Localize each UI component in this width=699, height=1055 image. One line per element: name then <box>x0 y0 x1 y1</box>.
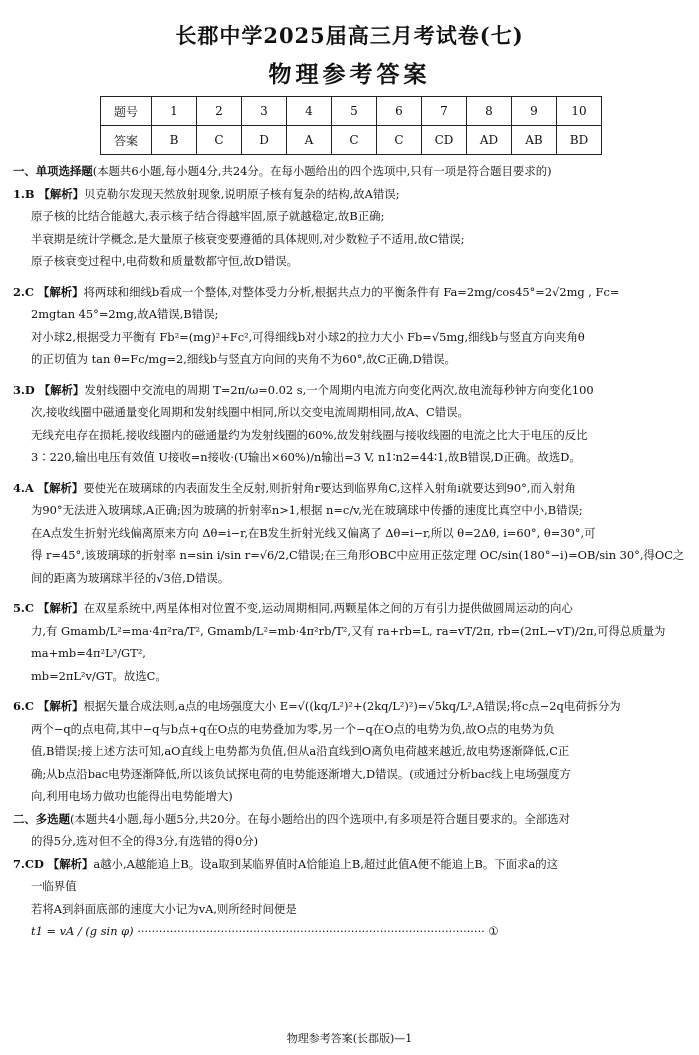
q5-line: 5.C 【解析】在双星系统中,两星体相对位置不变,运动周期相同,两颗星体之间的万有引力提供做圆周运动的向心 <box>13 601 573 615</box>
table-cell: 5 <box>332 97 377 126</box>
q2-line: 2.C 【解析】将两球和细线b看成一个整体,对整体受力分析,根据共点力的平衡条件有 Fa=2mg/cos45°=2√2mg , Fc= <box>13 284 620 299</box>
table-cell: 6 <box>377 97 422 126</box>
section-heading-cont: 的得5分,选对但不全的得3分,有选错的得0分) <box>31 834 259 848</box>
answer-table <box>100 96 602 155</box>
table-cell: C <box>332 126 377 155</box>
q3-line: 3.D 【解析】发射线圈中交流电的周期 T=2π/ω=0.02 s,一个周期内电流方向变化两次,故电流每秒钟方向变化100 <box>13 382 594 397</box>
q7-formula: t1 = vA / (g sin φ) ································································································ ① <box>31 924 499 938</box>
q5-line: mb=2πL²v/GT。故选C。 <box>31 668 167 683</box>
q6-line: 确;从b点沿bac电势逐渐降低,所以该负试探电荷的电势能逐渐增大,D错误。(或通过分析bac线上电场强度方 <box>31 766 571 781</box>
q3-line: 无线充电存在损耗,接收线圈内的磁通量约为发射线圈的60%,故发射线圈与接收线圈的电流之比大于电压的反比 <box>31 427 588 442</box>
table-cell: A <box>287 126 332 155</box>
table-cell: AD <box>467 126 512 155</box>
table-cell: 7 <box>422 97 467 126</box>
answer-table-answer-row <box>101 126 602 155</box>
q4-line: 为90°无法进入玻璃球,A正确;因为玻璃的折射率n>1,根据 n=c/v,光在玻璃球中传播的速度比真空中小,B错误; <box>31 503 583 517</box>
answer-table-number-row <box>101 97 602 126</box>
q6-line: 6.C 【解析】根据矢量合成法则,a点的电场强度大小 E=√((kq/L²)²+(2kq/L²)²)=√5kq/L²,A错误;将c点−2q电荷拆分为 <box>13 699 621 713</box>
q2-line: 对小球2,根据受力平衡有 Fb²=(mg)²+Fc²,可得细线b对小球2的拉力大小 Fb=√5mg,细线b与竖直方向夹角θ <box>31 329 585 344</box>
section-heading: 一、单项选择题(本题共6小题,每小题4分,共24分。在每小题给出的四个选项中,只有一项是符合题目要求的) <box>13 164 552 178</box>
table-cell: 10 <box>557 97 602 126</box>
row-label-number: 题号 <box>101 97 152 126</box>
table-cell: B <box>152 126 197 155</box>
q7-line: 7.CD 【解析】a越小,A越能追上B。设a取到某临界值时A恰能追上B,超过此值A便不能追上B。下面求a的这 <box>13 856 559 871</box>
q7-line: 一临界值 <box>31 879 77 893</box>
q1-line: 原子核的比结合能越大,表示核子结合得越牢固,原子就越稳定,故B正确; <box>31 209 385 223</box>
solutions-body <box>13 160 687 943</box>
section-heading: 二、多选题(本题共4小题,每小题5分,共20分。在每小题给出的四个选项中,有多项是符合题目要求的。全部选对 <box>13 811 570 826</box>
table-cell: BD <box>557 126 602 155</box>
table-cell: AB <box>512 126 557 155</box>
q4-line: 4.A 【解析】要使光在玻璃球的内表面发生全反射,则折射角r要达到临界角C,这样入射角i就要达到90°,而入射角 <box>13 480 576 495</box>
q6-line: 向,利用电场力做功也能得出电势能增大) <box>31 789 233 803</box>
table-cell: D <box>242 126 287 155</box>
table-cell: 4 <box>287 97 332 126</box>
row-label-answer: 答案 <box>101 126 152 155</box>
table-cell: 2 <box>197 97 242 126</box>
table-cell: C <box>377 126 422 155</box>
q7-line: 若将A到斜面底部的速度大小记为vA,则所经时间便是 <box>31 901 297 916</box>
table-cell: 8 <box>467 97 512 126</box>
q6-line: 值,B错误;接上述方法可知,aO直线上电势都为负值,但从a沿直线到O离负电荷越来越近,故电势逐渐降低,C正 <box>31 744 570 758</box>
q5-line: 力,有 Gmamb/L²=ma·4π²ra/T², Gmamb/L²=mb·4π²rb/T²,又有 ra+rb=L, ra=vT/2π, rb=(2πL−vT)/2π,可得总质量为 ma+mb=4π²L³/GT², <box>31 623 666 660</box>
q4-line: 得 r=45°,该玻璃球的折射率 n=sin i/sin r=√6/2,C错误;在三角形OBC中应用正弦定理 OC/sin(180°−i)=OB/sin 30°,得OC之 <box>31 548 685 562</box>
q3-line: 次,接收线圈中磁通量变化周期和发射线圈中相同,所以交变电流周期相同,故A、C错误。 <box>31 405 469 419</box>
table-cell: C <box>197 126 242 155</box>
q2-line: 的正切值为 tan θ=Fc/mg=2,细线b与竖直方向间的夹角不为60°,故C正确,D错误。 <box>31 352 456 366</box>
page-title: 长郡中学2025届高三月考试卷(七) <box>175 23 524 48</box>
q1-line: 1.B 【解析】贝克勒尔发现天然放射现象,说明原子核有复杂的结构,故A错误; <box>13 186 400 201</box>
page-subtitle: 物理参考答案 <box>268 62 431 88</box>
q3-line: 3∶220,输出电压有效值 U接收=n接收·(U输出×60%)/n输出=3 V, n1∶n2=44∶1,故B错误,D正确。故选D。 <box>31 450 581 464</box>
table-cell: 9 <box>512 97 557 126</box>
q1-line: 原子核衰变过程中,电荷数和质量数都守恒,故D错误。 <box>31 254 298 268</box>
q2-line: 2mgtan 45°=2mg,故A错误,B错误; <box>31 307 219 321</box>
page-footer: 物理参考答案(长郡版)—1 <box>286 1032 413 1045</box>
q4-line: 在A点发生折射光线偏离原来方向 Δθ=i−r,在B发生折射光线又偏离了 Δθ=i−r,所以 θ=2Δθ, i=60°, θ=30°,可 <box>31 525 596 540</box>
table-cell: 3 <box>242 97 287 126</box>
q1-line: 半衰期是统计学概念,是大量原子核衰变要遵循的具体规则,对少数粒子不适用,故C错误; <box>31 231 465 246</box>
table-cell: CD <box>422 126 467 155</box>
q6-line: 两个−q的点电荷,其中−q与b点+q在O点的电势叠加为零,另一个−q在O点的电势为负,故O点的电势为负 <box>31 721 555 736</box>
q4-line: 间的距离为玻璃球半径的√3倍,D错误。 <box>31 570 230 585</box>
table-cell: 1 <box>152 97 197 126</box>
